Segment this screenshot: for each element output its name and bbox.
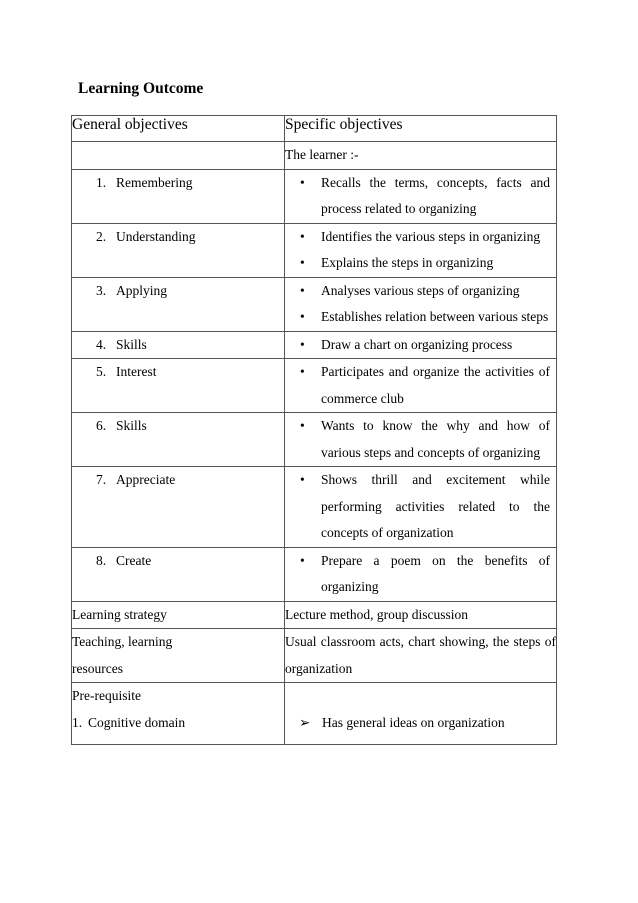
objective-row: [72, 547, 557, 601]
bullet-icon: •: [300, 472, 305, 487]
objective-number: 2.: [96, 228, 107, 244]
prereq-item: Cognitive domain: [88, 714, 186, 730]
resources-row: [72, 629, 557, 683]
prereq-row: [72, 683, 557, 745]
bullet-item: [285, 278, 550, 305]
objective-row: [72, 413, 557, 467]
objective-bullets: [285, 359, 556, 412]
objective-label: Appreciate: [116, 472, 176, 487]
objective-bullets: [285, 332, 556, 359]
objective-row: [72, 467, 557, 548]
objective-bullets: [285, 467, 556, 547]
objective-number: 4.: [96, 336, 107, 352]
resources-value: Usual classroom acts, chart showing, the steps of organization: [285, 629, 557, 683]
bullet-text: Explains the steps in organizing: [321, 255, 494, 270]
objective-row: [72, 277, 557, 331]
objective-number: 8.: [96, 552, 107, 568]
objective-bullets: [285, 170, 556, 223]
objective-label: Applying: [116, 282, 168, 298]
prereq-label: Pre-requisite: [72, 688, 141, 703]
objective-row: [72, 223, 557, 277]
bullet-item: [285, 170, 550, 223]
objective-bullets: [285, 548, 556, 601]
learner-row: [72, 142, 557, 170]
prereq-value: Has general ideas on organization: [322, 714, 505, 730]
objective-label: Understanding: [116, 228, 196, 244]
bullet-item: [285, 332, 550, 359]
bullet-item: [285, 304, 550, 331]
bullet-icon: •: [300, 255, 305, 270]
arrow-bullet-icon: ➢: [299, 714, 311, 730]
bullet-text: Wants to know the why and how of various steps and concepts of organizing: [321, 418, 550, 460]
bullet-text: Participates and organize the activities of commerce club: [321, 364, 550, 406]
objective-label: Create: [116, 552, 152, 568]
objective-number: 6.: [96, 418, 107, 433]
resources-label-line1: Teaching, learning: [72, 634, 173, 649]
objective-rows: [72, 169, 557, 601]
header-general: General objectives: [72, 116, 285, 142]
objective-row: [72, 331, 557, 359]
objective-bullets: [285, 224, 556, 277]
prereq-item-number: 1.: [72, 714, 83, 730]
objective-bullets: [285, 278, 556, 331]
bullet-icon: •: [300, 309, 305, 324]
bullet-icon: •: [300, 282, 305, 298]
table-header-row: [72, 116, 557, 142]
bullet-item: [285, 467, 550, 547]
objective-label: Skills: [116, 336, 147, 352]
bullet-icon: •: [300, 418, 305, 433]
objective-row: [72, 359, 557, 413]
bullet-icon: •: [300, 364, 305, 379]
bullet-text: Draw a chart on organizing process: [321, 336, 513, 352]
bullet-icon: •: [300, 174, 305, 190]
objective-number: 5.: [96, 364, 107, 379]
learner-label: The learner :-: [285, 142, 557, 170]
objective-number: 3.: [96, 282, 107, 298]
page-heading: Learning Outcome: [78, 80, 204, 97]
strategy-value: Lecture method, group discussion: [285, 601, 557, 629]
bullet-item: [285, 250, 550, 277]
bullet-item: [285, 413, 550, 466]
objective-bullets: [285, 413, 556, 466]
bullet-text: Prepare a poem on the benefits of organizing: [321, 552, 550, 594]
bullet-text: Establishes relation between various steps: [321, 309, 549, 324]
objective-label: Skills: [116, 418, 147, 433]
bullet-item: [285, 224, 550, 251]
learning-outcome-table: [71, 115, 557, 745]
bullet-icon: •: [300, 552, 305, 568]
strategy-label: Learning strategy: [72, 601, 285, 629]
bullet-text: Identifies the various steps in organizing: [321, 228, 541, 244]
bullet-text: Recalls the terms, concepts, facts and process related to organizing: [321, 174, 550, 216]
resources-label-line2: resources: [72, 660, 123, 676]
bullet-icon: •: [300, 336, 305, 352]
bullet-icon: •: [300, 228, 305, 244]
strategy-row: [72, 601, 557, 629]
objective-label: Remembering: [116, 174, 193, 190]
bullet-item: [285, 548, 550, 601]
objective-number: 7.: [96, 472, 107, 487]
objective-number: 1.: [96, 174, 107, 190]
bullet-text: Analyses various steps of organizing: [321, 282, 520, 298]
header-specific: Specific objectives: [285, 116, 557, 142]
bullet-text: Shows thrill and excitement while performing activities related to the concepts of organization: [321, 472, 550, 540]
objective-label: Interest: [116, 364, 157, 379]
bullet-item: [285, 359, 550, 412]
objective-row: [72, 169, 557, 223]
